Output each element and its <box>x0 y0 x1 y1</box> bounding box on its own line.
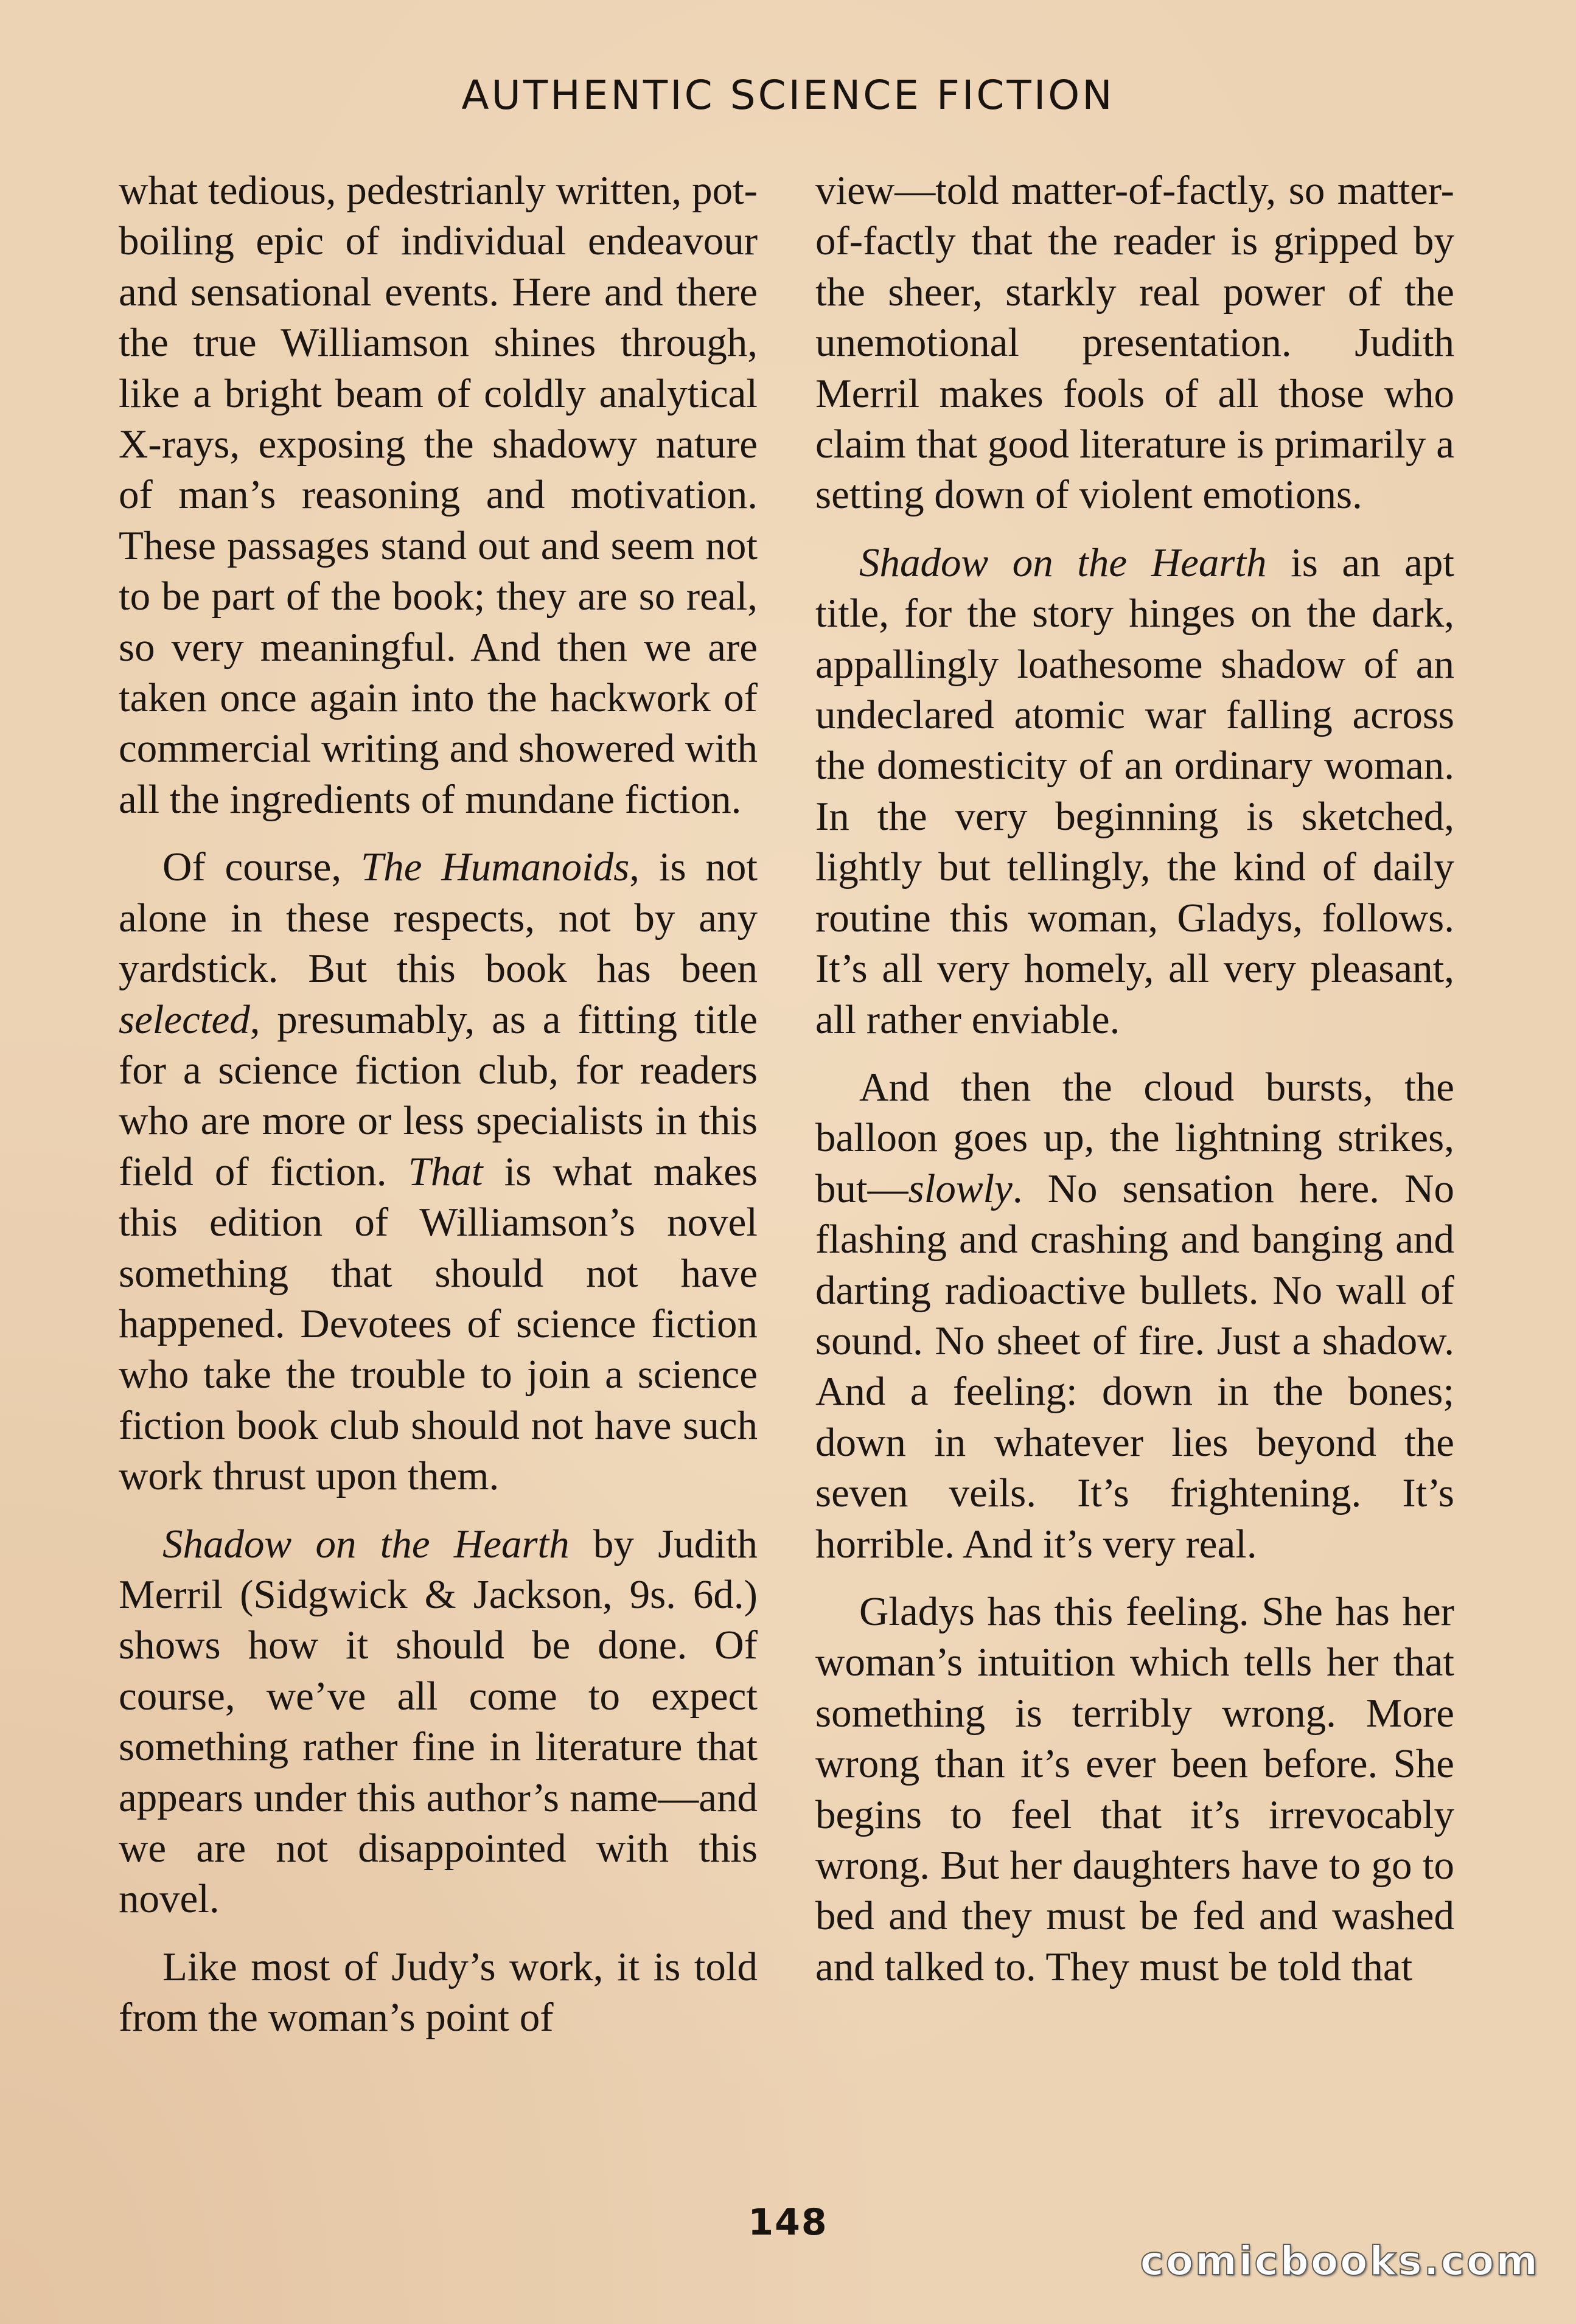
text-segment: Gladys has this feeling. She has her woman’s intuition which tells her that something is terribly wrong. More wrong than it’s ever been before. She begins to feel that it’s irrevocably wrong. But her daughters have to go to bed and they must be fed and washed and talked to. They must be told that <box>815 1588 1454 1989</box>
paragraph <box>119 1942 758 2044</box>
running-head: AUTHENTIC SCIENCE FICTION <box>461 72 1115 119</box>
text-segment: And then the cloud bursts, the balloon goes up, the lightning strikes, but— <box>815 1064 1454 1211</box>
page-number: 148 <box>748 2201 828 2244</box>
italic-text-segment: selected <box>119 997 250 1042</box>
paragraph <box>815 1587 1454 1992</box>
text-segment: Like most of Judy’s work, it is told from the woman’s point of <box>119 1944 758 2040</box>
paragraph <box>815 165 1454 521</box>
paragraph <box>815 538 1454 1045</box>
text-segment: by Judith Merril (Sidgwick & Jackson, 9s. 6d.) shows how it should be done. Of course, we’ve all come to expect something rather fine in literature that appears under this author’s name—and we are not disappointed with this novel. <box>119 1521 758 1922</box>
text-segment: , presumably, as a fitting title for a science fiction club, for readers who are more or less specialists in this field of fiction. <box>119 997 758 1194</box>
paragraph <box>119 1519 758 1925</box>
paragraph <box>119 842 758 1501</box>
text-segment: view—told matter-of-factly, so matter-of-factly that the reader is gripped by the sheer, starkly real power of the unemotional presentation. Judith Merril makes fools of all those who claim that good literature is primarily a setting down of violent emotions. <box>815 168 1454 518</box>
text-segment: , is not alone in these respects, not by any yardstick. But this book has been <box>119 844 758 992</box>
italic-text-segment: Shadow on the Hearth <box>859 540 1267 585</box>
italic-text-segment: Shadow on the Hearth <box>162 1521 570 1567</box>
italic-text-segment: That <box>408 1149 483 1194</box>
left-column <box>119 165 758 2044</box>
italic-text-segment: slowly <box>908 1166 1013 1211</box>
paragraph <box>815 1062 1454 1570</box>
italic-text-segment: The Humanoids <box>360 844 630 890</box>
text-segment: what tedious, pedestrianly written, pot-boiling epic of individual endeavour and sensational events. Here and there the true Williamson shines through, like a bright beam of coldly analytical X-rays, exposing the shadowy nature of man’s reasoning and motivation. These passages stand out and seem not to be part of the book; they are so real, so very meaningful. And then we are taken once again into the hackwork of commercial writing and showered with all the ingredients of mundane fiction. <box>119 168 758 822</box>
text-segment: is an apt title, for the story hinges on the dark, appallingly loathesome shadow of an undeclared atomic war falling across the domesticity of an ordinary woman. In the very beginning is sketched, lightly but tellingly, the kind of daily routine this woman, Gladys, follows. It’s all very homely, all very pleasant, all rather enviable. <box>815 540 1455 1042</box>
right-column <box>815 165 1454 1992</box>
watermark-logo: comicbooks.com <box>1140 2238 1539 2284</box>
text-segment: Of course, <box>162 844 361 890</box>
text-segment: is what makes this edition of Williamson’s novel something that should not have happened. Devotees of science fiction who take the trouble to join a science fiction book club should not have such work thrust upon them. <box>119 1149 758 1499</box>
paragraph <box>119 165 758 825</box>
text-segment: . No sensation here. No flashing and crashing and banging and darting radioactive bullets. No wall of sound. No sheet of fire. Just a shadow. And a feeling: down in the bones; down in whatever lies beyond the seven veils. It’s frightening. It’s horrible. And it’s very real. <box>815 1166 1454 1567</box>
